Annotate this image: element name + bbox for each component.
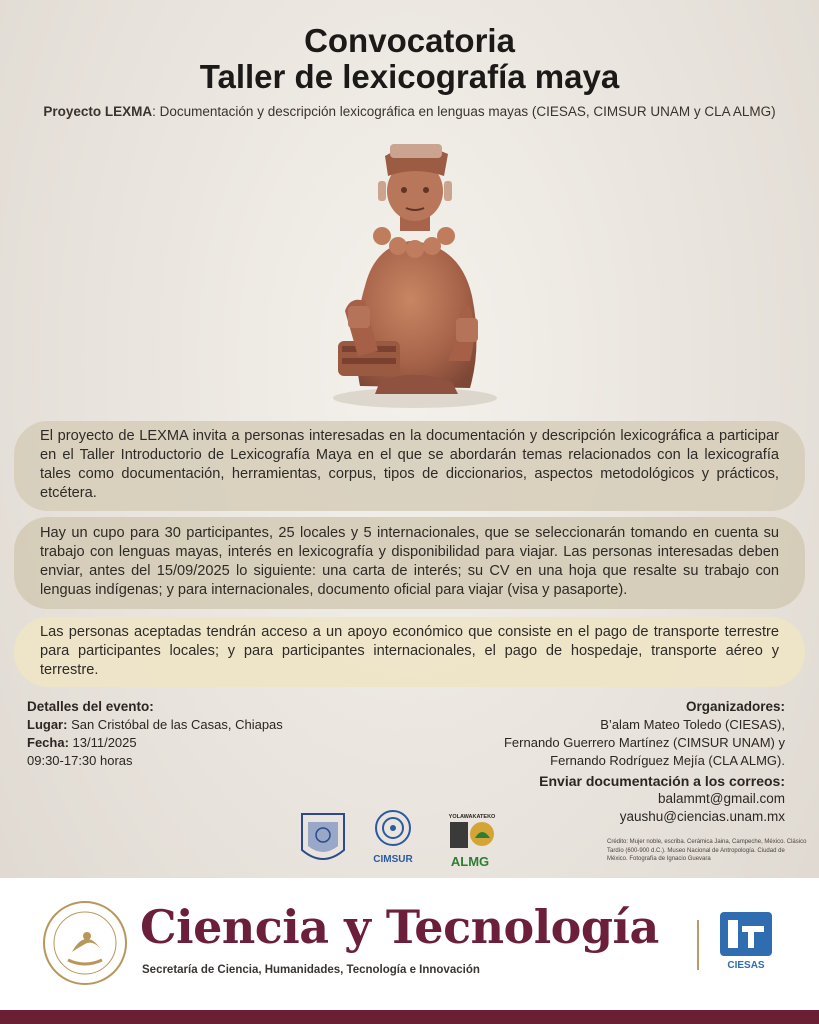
almg-top-label: YOLAWAKATEKO [448,814,496,820]
almg-logo [449,814,496,869]
title-line-2: Taller de lexicografía maya [199,58,620,95]
organizers [504,698,785,826]
date-value: 13/11/2025 [68,735,137,750]
email-1[interactable]: balammt@gmail.com [658,791,785,806]
maya-figurine-image [320,136,500,410]
footer [0,878,819,1010]
organizer-2: Fernando Guerrero Martínez (CIMSUR UNAM) y [503,735,785,750]
organizer-3: Fernando Rodríguez Mejía (CLA ALMG). [550,753,785,768]
subtitle-bold: Proyecto LEXMA [43,104,153,119]
event-details [27,698,283,770]
requirements-paragraph: Hay un cupo para 30 participantes, 25 locales y 5 internacionales, que se seleccionarán tomando en cuenta su trabajo con lenguas mayas, interés en lexicografía y disponibilidad para viajar. Las personas interesadas deben enviar, antes del 15/09/2025 lo siguiente: una carta de interés; su CV en una hoja que resalte su trabajo con lenguas indígenas; y para internacionales, documento oficial para viajar (visa y pasaporte). [14,517,805,609]
subtitle [0,104,819,119]
organizers-heading: Organizadores: [685,699,785,714]
intro-paragraph: El proyecto de LEXMA invita a personas interesadas en la documentación y descripción lexicográfica a participar en el Taller Introductorio de Lexicografía Maya en el que se abordarán temas relacionados con la lexicografía tales como documentación, herramientas, corpus, tipos de diccionarios, aspectos metodológicos y prácticos, etcétera. [14,421,805,511]
brand-title: Ciencia y Tecnología [140,900,659,954]
photo-credit: Crédito: Mujer noble, escriba. Cerámica Jaina, Campeche, México. Clásico Tardío (600-900 d.C.). Museo Nacional de Antropología. Ciudad de México. Fotografía de Ignacio Guevara [607,839,807,862]
ciesas-label: CIESAS [727,960,765,971]
place-line [27,716,283,734]
cimsur-logo [373,811,413,865]
details-heading: Detalles del evento: [27,699,154,714]
hours-line: 09:30-17:30 horas [27,753,133,768]
unam-logo [302,814,344,859]
title-line-1: Convocatoria [304,22,515,59]
footer-bar [0,1010,819,1024]
date-label: Fecha: [27,735,69,750]
place-label: Lugar: [27,717,68,732]
partner-logos [300,808,500,872]
email-heading: Enviar documentación a los correos: [539,773,785,789]
email-2[interactable]: yaushu@ciencias.unam.mx [619,809,785,824]
brand-subtitle: Secretaría de Ciencia, Humanidades, Tecnología e Innovación [142,964,480,976]
mexico-seal-logo [42,900,128,986]
ciesas-logo [718,910,774,972]
footer-divider [697,920,699,970]
place-value: San Cristóbal de las Casas, Chiapas [67,717,283,732]
subtitle-rest: : Documentación y descripción lexicográfica en lenguas mayas (CIESAS, CIMSUR UNAM y CLA ALMG) [152,104,776,119]
date-line [27,734,283,752]
cimsur-label: CIMSUR [373,854,413,865]
almg-label: ALMG [450,854,490,869]
organizer-1: B’alam Mateo Toledo (CIESAS), [600,717,785,732]
support-paragraph: Las personas aceptadas tendrán acceso a un apoyo económico que consiste en el pago de transporte terrestre para participantes locales; y para participantes internacionales, el pago de hospedaje, transporte aéreo y terrestre. [14,617,805,687]
